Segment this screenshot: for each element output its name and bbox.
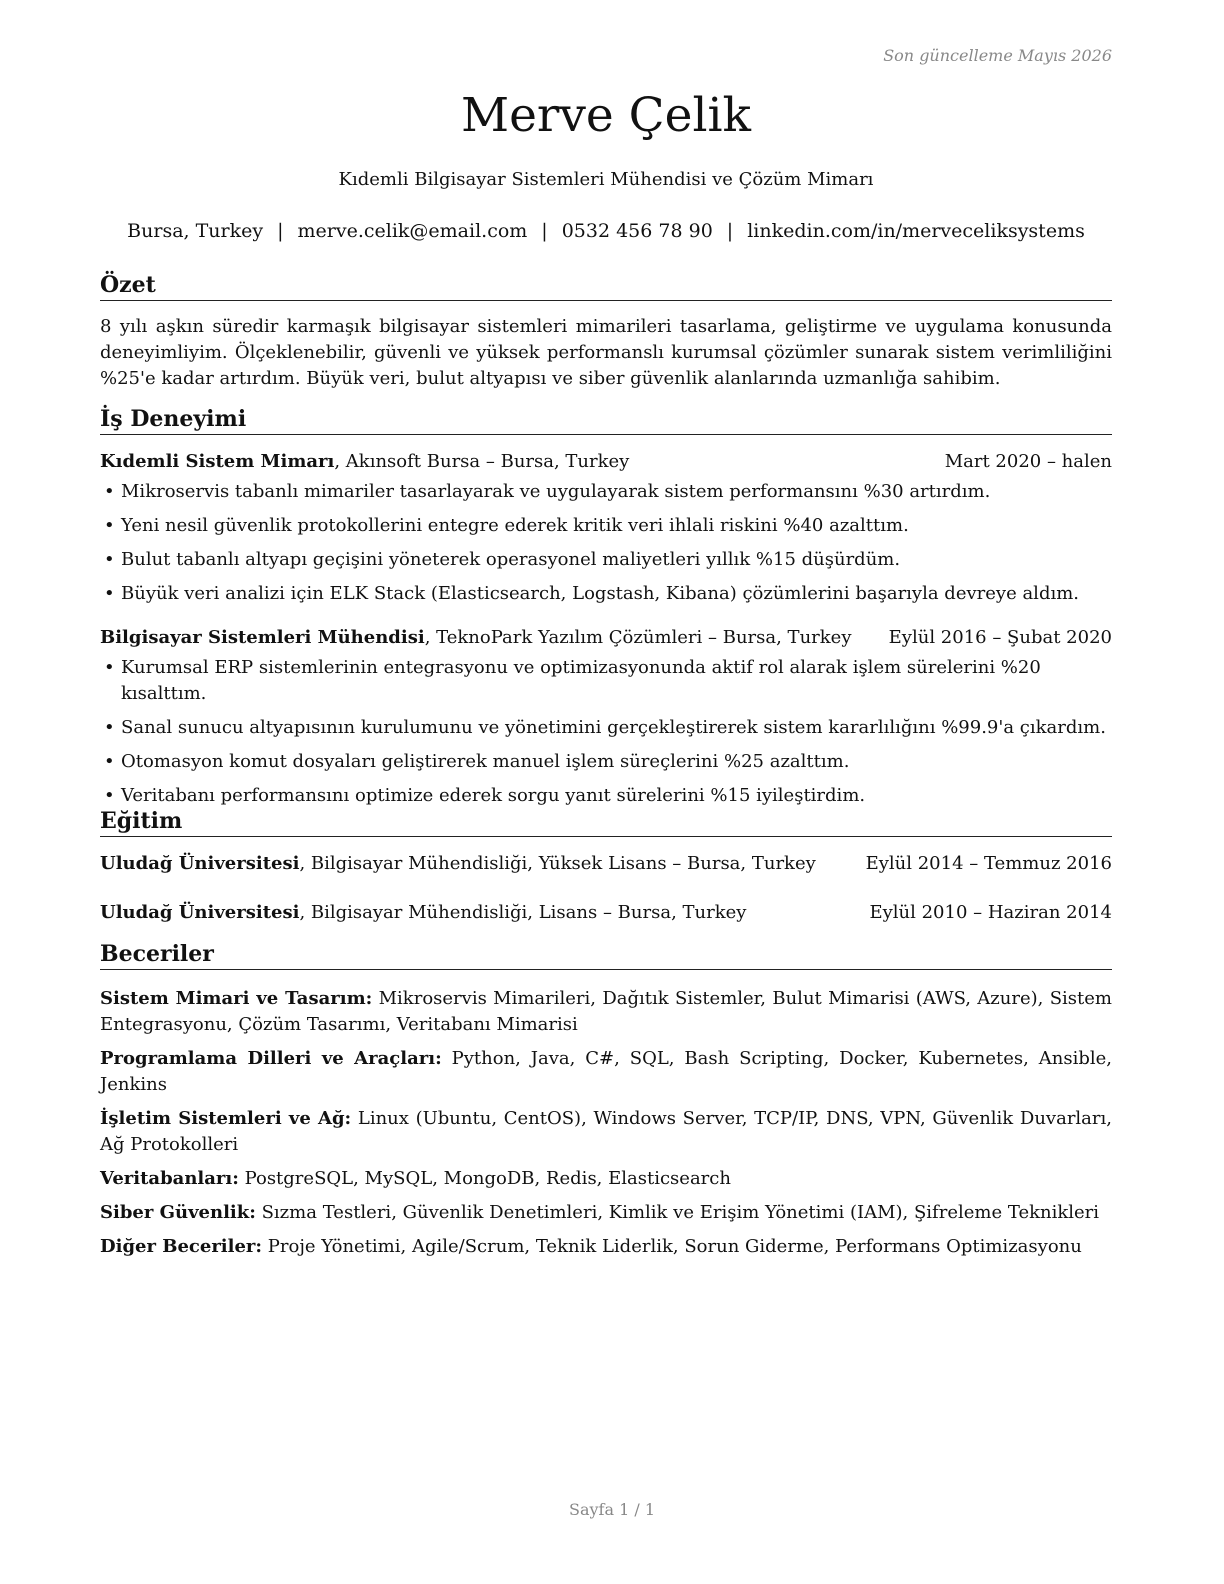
job-header [100,449,1112,475]
skill-group [100,986,1112,1038]
list-item: • Bulut tabanlı altyapı geçişini yöneterek operasyonel maliyetleri yıllık %15 düşürdüm. [100,547,1112,573]
skill-label: İşletim Sistemleri ve Ağ: [100,1108,352,1129]
summary-text: 8 yılı aşkın süredir karmaşık bilgisayar sistemleri mimarileri tasarlama, geliştirme ve uygulama konusunda deneyimliyim. Ölçeklenebilir, güvenli ve yüksek performanslı kurumsal çözümler sunarak sistem verimliliğini %25'e kadar artırdım. Büyük veri, bulut altyapısı ve siber güvenlik alanlarında uzmanlığa sahibim. [100,316,1112,389]
skill-text: Mikroservis Mimarileri, Dağıtık Sistemler, Bulut Mimarisi (AWS, Azure), Sistem Entegrasyonu, Çözüm Tasarımı, Veritabanı Mimarisi [100,988,1113,1035]
page-number: Sayfa 1 / 1 [568,1500,655,1519]
job-role: Kıdemli Sistem Mimarı [100,451,335,472]
contact-linkedin[interactable]: linkedin.com/in/merveceliksystems [747,220,1085,242]
list-item: • Sanal sunucu altyapısının kurulumunu ve yönetimini gerçekleştirerek sistem kararlılığını %99.9'a çıkardım. [100,715,1112,741]
education-dates: Eylül 2014 – Temmuz 2016 [865,853,1112,874]
job-entry [100,449,1112,607]
education-entry [100,851,1112,877]
education-section [100,808,1112,926]
skill-label: Veritabanları: [100,1168,239,1189]
skill-text: Sızma Testleri, Güvenlik Denetimleri, Kimlik ve Erişim Yönetimi (IAM), Şifreleme Teknikleri [255,1202,1100,1223]
degree-detail: , Bilgisayar Mühendisliği, Lisans – Bursa, Turkey [299,902,747,923]
education-dates: Eylül 2010 – Haziran 2014 [869,902,1112,923]
skill-text: Linux (Ubuntu, CentOS), Windows Server, TCP/IP, DNS, VPN, Güvenlik Duvarları, Ağ Protokolleri [100,1108,1112,1155]
skill-group [100,1166,1112,1192]
skill-group [100,1106,1112,1158]
contact-email[interactable]: merve.celik@email.com [297,220,528,242]
school-name: Uludağ Üniversitesi [100,853,300,874]
job-entry [100,625,1112,809]
job-bullets [100,479,1112,607]
summary-heading: Özet [100,272,1112,301]
skills-section [100,941,1112,1260]
skill-group [100,1234,1112,1260]
list-item: • Mikroservis tabanlı mimariler tasarlayarak ve uygulayarak sistem performansını %30 artırdım. [100,479,1112,505]
candidate-name: Merve Çelik [460,88,752,143]
education-entry [100,900,1112,926]
last-updated: Son güncelleme Mayıs 2026 [883,46,1112,65]
candidate-title: Kıdemli Bilgisayar Sistemleri Mühendisi ve Çözüm Mimarı [338,169,874,190]
skill-text: Python, Java, C#, SQL, Bash Scripting, Docker, Kubernetes, Ansible, Jenkins [100,1048,1112,1095]
education-heading: Eğitim [100,808,1112,837]
skill-group [100,1046,1112,1098]
skill-text: PostgreSQL, MySQL, MongoDB, Redis, Elasticsearch [238,1168,731,1189]
job-company: , TeknoPark Yazılım Çözümleri – Bursa, Turkey [424,627,852,648]
skill-group [100,1200,1112,1226]
skill-label: Siber Güvenlik: [100,1202,256,1223]
job-company: , Akınsoft Bursa – Bursa, Turkey [334,451,630,472]
job-dates: Eylül 2016 – Şubat 2020 [888,627,1112,648]
list-item: • Veritabanı performansını optimize ederek sorgu yanıt sürelerini %15 iyileştirdim. [100,783,1112,809]
skills-heading: Beceriler [100,941,1112,970]
job-dates: Mart 2020 – halen [944,451,1112,472]
degree-detail: , Bilgisayar Mühendisliği, Yüksek Lisans – Bursa, Turkey [299,853,816,874]
contact-phone: 0532 456 78 90 [561,220,713,242]
list-item: • Yeni nesil güvenlik protokollerini entegre ederek kritik veri ihlali riskini %40 azalttım. [100,513,1112,539]
list-item: • Otomasyon komut dosyaları geliştirerek manuel işlem süreçlerini %25 azalttım. [100,749,1112,775]
contact-line: Bursa, Turkey | merve.celik@email.com | 0532 456 78 90 | linkedin.com/in/merveceliksystems [127,220,1085,242]
job-role: Bilgisayar Sistemleri Mühendisi [100,627,425,648]
skill-label: Sistem Mimari ve Tasarım: [100,988,373,1009]
experience-section [100,406,1112,809]
school-name: Uludağ Üniversitesi [100,902,300,923]
job-bullets [100,655,1112,809]
contact-location: Bursa, Turkey [127,220,264,242]
job-header [100,625,1112,651]
experience-heading: İş Deneyimi [100,406,1112,435]
skill-text: Proje Yönetimi, Agile/Scrum, Teknik Liderlik, Sorun Giderme, Performans Optimizasyonu [262,1236,1082,1257]
skill-label: Diğer Beceriler: [100,1236,263,1257]
skill-label: Programlama Dilleri ve Araçları: [100,1048,442,1069]
list-item: • Kurumsal ERP sistemlerinin entegrasyonu ve optimizasyonunda aktif rol alarak işlem sürelerini %20 kısalttım. [100,655,1112,707]
list-item: • Büyük veri analizi için ELK Stack (Elasticsearch, Logstash, Kibana) çözümlerini başarıyla devreye aldım. [100,581,1112,607]
summary-section [100,272,1112,392]
